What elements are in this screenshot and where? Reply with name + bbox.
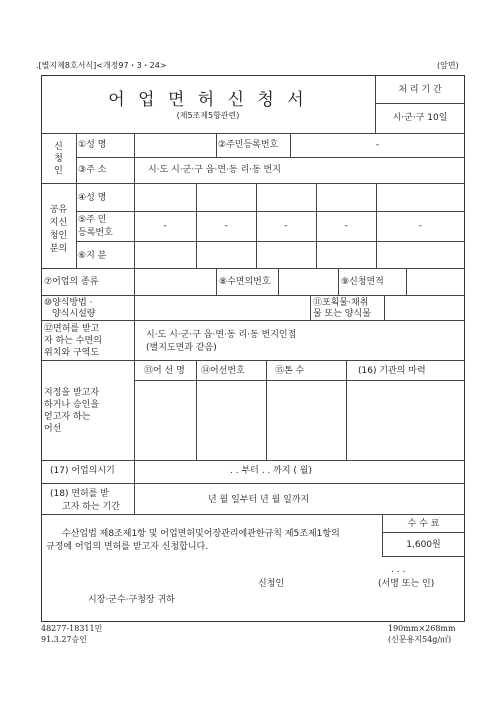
applicant-address-value: 시·도 시·군·구 읍·면·동 리·동 번지 [148, 165, 281, 175]
rule [382, 532, 465, 533]
rule [375, 103, 465, 104]
processing-period-label: 처 리 기 간 [398, 85, 442, 95]
rule [406, 268, 407, 295]
license-period-label: (18) 면허를 받 [50, 489, 109, 499]
rule [41, 295, 465, 296]
processing-period-value: 시·군·구 10일 [392, 113, 448, 123]
rule [382, 556, 465, 557]
rule [41, 360, 465, 361]
rule [41, 460, 465, 461]
license-period-value: 년 월 일부터 년 월 일까지 [208, 495, 310, 505]
addressee: 시장·군수·구청장 귀하 [88, 595, 175, 605]
applicant-id-dash: - [375, 140, 380, 150]
location-label: 자 하는 수면의 [44, 336, 102, 346]
fee-label: 수 수 료 [407, 519, 440, 529]
fishery-kind-label: ⑦어업의 종류 [44, 277, 99, 287]
applicant-group-label: 신 [54, 142, 63, 152]
rule [375, 75, 376, 133]
co-owner-name-label: ④성 명 [78, 193, 107, 203]
culture-method-label: ⑩양식방법 · [44, 298, 93, 308]
engine-power-header: (16) 기관의 마력 [358, 366, 426, 376]
rule [134, 380, 465, 381]
approval-date: 91.3.27승인 [41, 635, 87, 644]
applicant-id-label: ②주민등록번호 [218, 140, 279, 150]
paper-size: 190mm×268mm [388, 624, 456, 633]
applicant-group-label: 청 [54, 154, 63, 164]
paper-type: (신문용지54g/㎡) [388, 635, 452, 644]
co-owner-id-dash: - [344, 221, 348, 231]
culture-method-label: 양식시설량 [52, 309, 96, 319]
rule [76, 133, 77, 268]
co-owner-id-dash: - [284, 221, 288, 231]
application-area-label: ⑨신청면적 [341, 277, 384, 287]
rule [216, 133, 217, 157]
fishing-season-label: (17) 어업의시기 [50, 466, 115, 476]
applicant-sign-label: 신청인 [258, 579, 285, 589]
license-period-label: 고자 하는 기간 [62, 502, 120, 512]
rule [196, 360, 197, 460]
vessel-number-header: ⑭어선번호 [201, 366, 245, 376]
rule [384, 295, 385, 320]
location-value: 시·도 시·군·구 읍·면·동 리·동 번지인접 [146, 330, 297, 340]
catch-species-label: ⑪포획물·채취 [313, 298, 369, 308]
page-side-label: (앞면) [437, 61, 459, 70]
approval-number: 48277-18311민 [41, 624, 103, 633]
rule [346, 360, 347, 460]
rule [266, 360, 267, 460]
co-owner-group-label: 공유 [49, 205, 68, 215]
location-value: (별지도면과 같음) [146, 343, 217, 353]
rule [338, 268, 339, 295]
form-number: .[별지제8호서식]<개정97・3・24> [36, 61, 167, 70]
applicant-address-label: ③주 소 [78, 165, 107, 175]
catch-species-label: 물 또는 양식물 [313, 309, 371, 319]
co-owner-group-label: 지신 [49, 218, 68, 228]
location-label: ⑫면허를 받고 [44, 324, 100, 334]
application-date: . . . [391, 565, 406, 575]
applicant-group-label: 인 [54, 166, 63, 176]
vessel-tonnage-header: ⑮톤 수 [275, 366, 305, 376]
vessel-name-header: ⑬어 선 명 [144, 366, 185, 376]
rule [310, 295, 311, 320]
vessel-label: 하거나 승인을 [44, 400, 100, 410]
co-owner-id-dash: - [163, 221, 167, 231]
rule [278, 268, 279, 295]
signature-or-seal-label: (서명 또는 인) [378, 579, 435, 589]
form-title: 어 업 면 허 신 청 서 [108, 90, 308, 110]
co-owner-id-dash: - [224, 221, 228, 231]
co-owner-id-label: ⑤주 민 [78, 215, 107, 225]
co-owner-id-dash: - [418, 221, 423, 231]
statement-text: 수산업법 제8조제1항 및 어업면허및어장관리에관한규칙 제5조제1항의 [62, 529, 340, 539]
statement-text: 규정에 어업의 면허를 받고자 신청합니다. [46, 542, 209, 552]
fee-value: 1,600원 [406, 540, 441, 550]
vessel-label: 지정을 받고자 [44, 388, 100, 398]
co-owner-id-label: 등록번호 [78, 228, 113, 238]
applicant-name-label: ①성 명 [78, 140, 107, 150]
location-label: 위치와 구역도 [44, 348, 100, 358]
form-subtitle: (제5조제5항관련) [176, 111, 240, 120]
water-number-label: ⑧수면의번호 [219, 277, 271, 287]
fishing-season-value: . . 부터 . . 까지 ( 월) [230, 466, 312, 476]
rule [41, 320, 465, 321]
rule [41, 514, 465, 515]
rule [41, 268, 465, 269]
rule [41, 483, 465, 484]
vessel-label: 어선 [44, 424, 62, 434]
rule [41, 183, 465, 184]
co-owner-share-label: ⑥지 분 [78, 251, 107, 261]
rule [134, 320, 135, 514]
vessel-label: 얻고자 하는 [44, 412, 91, 422]
rule [41, 133, 465, 134]
co-owner-group-label: 분의 [49, 244, 68, 254]
rule [216, 268, 217, 295]
co-owner-group-label: 청인 [49, 231, 68, 241]
